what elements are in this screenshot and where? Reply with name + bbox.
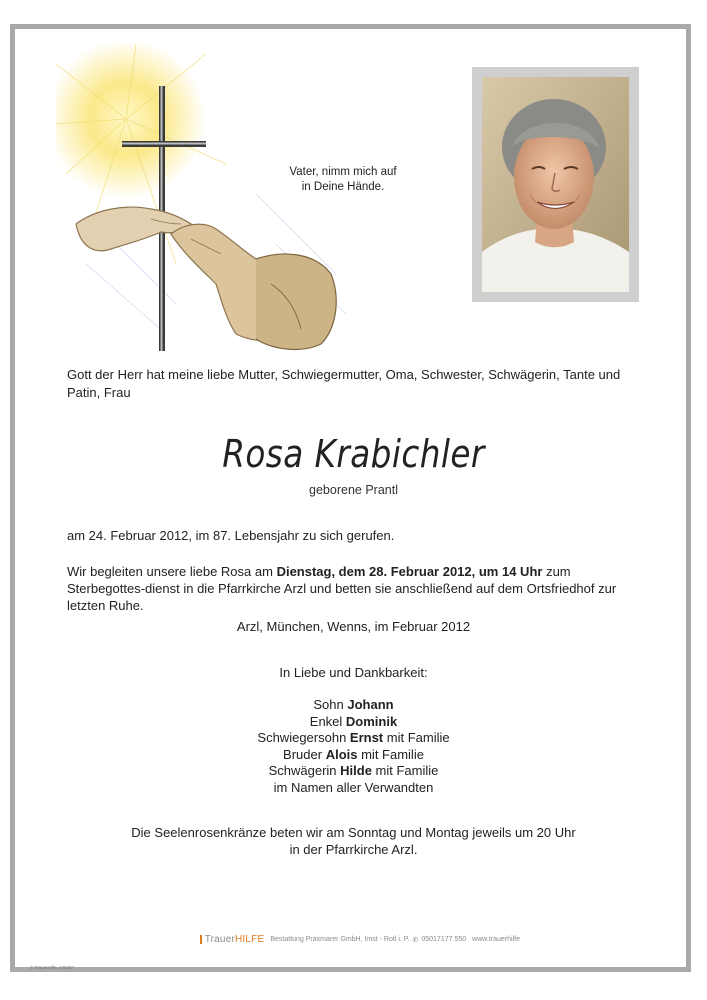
mourners-list: [0, 697, 707, 796]
mourner-line: Bruder Alois mit Familie: [283, 746, 424, 762]
funeral-text-end: zum Sterbegottes-dienst in die Pfarrkirche Arzl und betten sie anschließend auf dem Ortsfriedhof zur letzten Ruhe.: [67, 564, 617, 613]
death-notice: am 24. Februar 2012, im 87. Lebensjahr zu sich gerufen.: [67, 528, 395, 543]
portrait-photo: [482, 77, 629, 292]
rosary-notice: [0, 824, 707, 858]
funeral-announcement: [67, 563, 647, 614]
rosary-line-2: in der Pfarrkirche Arzl.: [289, 842, 418, 857]
verse-line-1: Vater, nimm mich auf: [289, 166, 397, 178]
mourner-line: Schwägerin Hilde mit Familie: [268, 763, 439, 778]
brand-name: TrauerHILFE: [204, 934, 265, 945]
trauerhilfe-logo-icon: [200, 935, 202, 944]
bible-verse: [258, 165, 428, 195]
birth-name: geborene Prantl: [309, 483, 398, 497]
deceased-name: Rosa Krabichler: [222, 432, 485, 476]
footer: [200, 934, 520, 945]
mourner-line: Schwiegersohn Ernst mit Familie: [257, 730, 450, 745]
rosary-line-1: Die Seelenrosenkränze beten wir am Sonntag und Montag jeweils um 20 Uhr: [131, 825, 576, 840]
phone-icon: ✆: [412, 936, 419, 944]
verse-line-2: in Deine Hände.: [301, 181, 385, 193]
hands-cross-illustration: [56, 44, 356, 364]
mourner-line: Enkel Dominik: [309, 713, 398, 729]
intro-text: Gott der Herr hat meine liebe Mutter, Schwiegermutter, Oma, Schwester, Schwägerin, Tante und Patin, Frau: [67, 367, 621, 400]
copyright-note: © TrauerHilfe „Hände": [30, 965, 75, 970]
portrait-frame: [472, 67, 639, 302]
mourner-line: Sohn Johann: [313, 697, 394, 712]
company-name: Bestattung Praxmarer GmbH, Imst - Rotl i. P.: [270, 936, 410, 943]
gratitude-line: In Liebe und Dankbarkeit:: [279, 665, 428, 680]
place-date: Arzl, München, Wenns, im Februar 2012: [236, 619, 471, 634]
company-website[interactable]: www.trauerhilfe: [472, 936, 520, 943]
company-phone: 05017177 550: [421, 936, 467, 943]
funeral-text-start: Wir begleiten unsere liebe Rosa am: [67, 564, 277, 579]
mourner-line: im Namen aller Verwandten: [273, 779, 434, 795]
funeral-date-time: Dienstag, dem 28. Februar 2012, um 14 Uhr: [276, 564, 543, 579]
